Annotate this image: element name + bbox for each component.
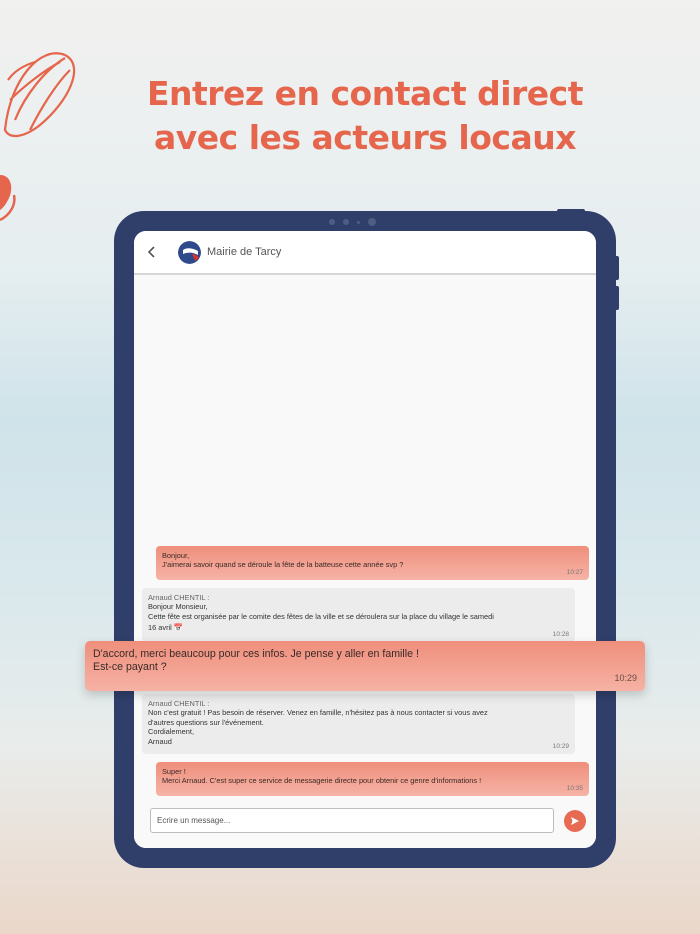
contact-name: Mairie de Tarcy <box>207 246 282 258</box>
mairie-logo-icon <box>178 241 201 264</box>
message-incoming <box>142 588 575 642</box>
avatar[interactable] <box>178 241 201 264</box>
back-button[interactable] <box>138 238 166 266</box>
message-sender: Arnaud CHENTIL : <box>148 593 210 602</box>
message-outgoing <box>156 762 589 796</box>
message-line: Bonjour, <box>162 551 190 560</box>
message-outgoing <box>156 546 589 580</box>
message-outgoing-highlighted <box>85 641 645 691</box>
message-line: 16 avril 📅 <box>148 623 184 633</box>
message-input[interactable] <box>150 808 554 833</box>
send-icon <box>570 816 580 826</box>
chevron-left-icon <box>146 245 158 259</box>
message-line: Arnaud <box>148 736 172 746</box>
message-line: d'autres questions sur l'événement. <box>148 717 264 727</box>
chat-header <box>134 231 596 275</box>
headline-line-2: avec les acteurs locaux <box>153 118 576 157</box>
message-sender: Arnaud CHENTIL : <box>148 699 210 708</box>
message-line: Cette fête est organisée par le comite des fêtes de la ville et se déroulera sur la place du village le samedi <box>148 611 494 621</box>
page-headline <box>0 72 700 160</box>
message-line: D'accord, merci beaucoup pour ces infos. Je pense y aller en famille ! <box>93 648 419 660</box>
message-line: Bonjour Monsieur, <box>148 602 208 612</box>
message-time: 10:29 <box>614 673 637 683</box>
chat-screen <box>134 231 596 848</box>
message-composer <box>134 800 596 848</box>
tablet-camera-bar <box>329 218 376 226</box>
message-time: 10:27 <box>566 568 583 576</box>
message-time: 10:28 <box>552 630 569 638</box>
message-line: J'aimerai savoir quand se déroule la fête de la batteuse cette année svp ? <box>162 560 404 570</box>
message-line: Est-ce payant ? <box>93 661 167 673</box>
message-line: Non c'est gratuit ! Pas besoin de réserver. Venez en famille, n'hésitez pas à nous contacter si vous avez <box>148 708 488 718</box>
message-time: 10:35 <box>566 784 583 792</box>
message-line: Super ! <box>162 767 186 776</box>
message-line: Merci Arnaud. C'est super ce service de messagerie directe pour obtenir ce genre d'informations ! <box>162 776 482 786</box>
message-incoming <box>142 694 575 754</box>
headline-line-1: Entrez en contact direct <box>146 74 584 113</box>
send-button[interactable] <box>564 810 586 832</box>
message-time: 10:29 <box>552 742 569 750</box>
message-line: Cordialement, <box>148 727 195 737</box>
